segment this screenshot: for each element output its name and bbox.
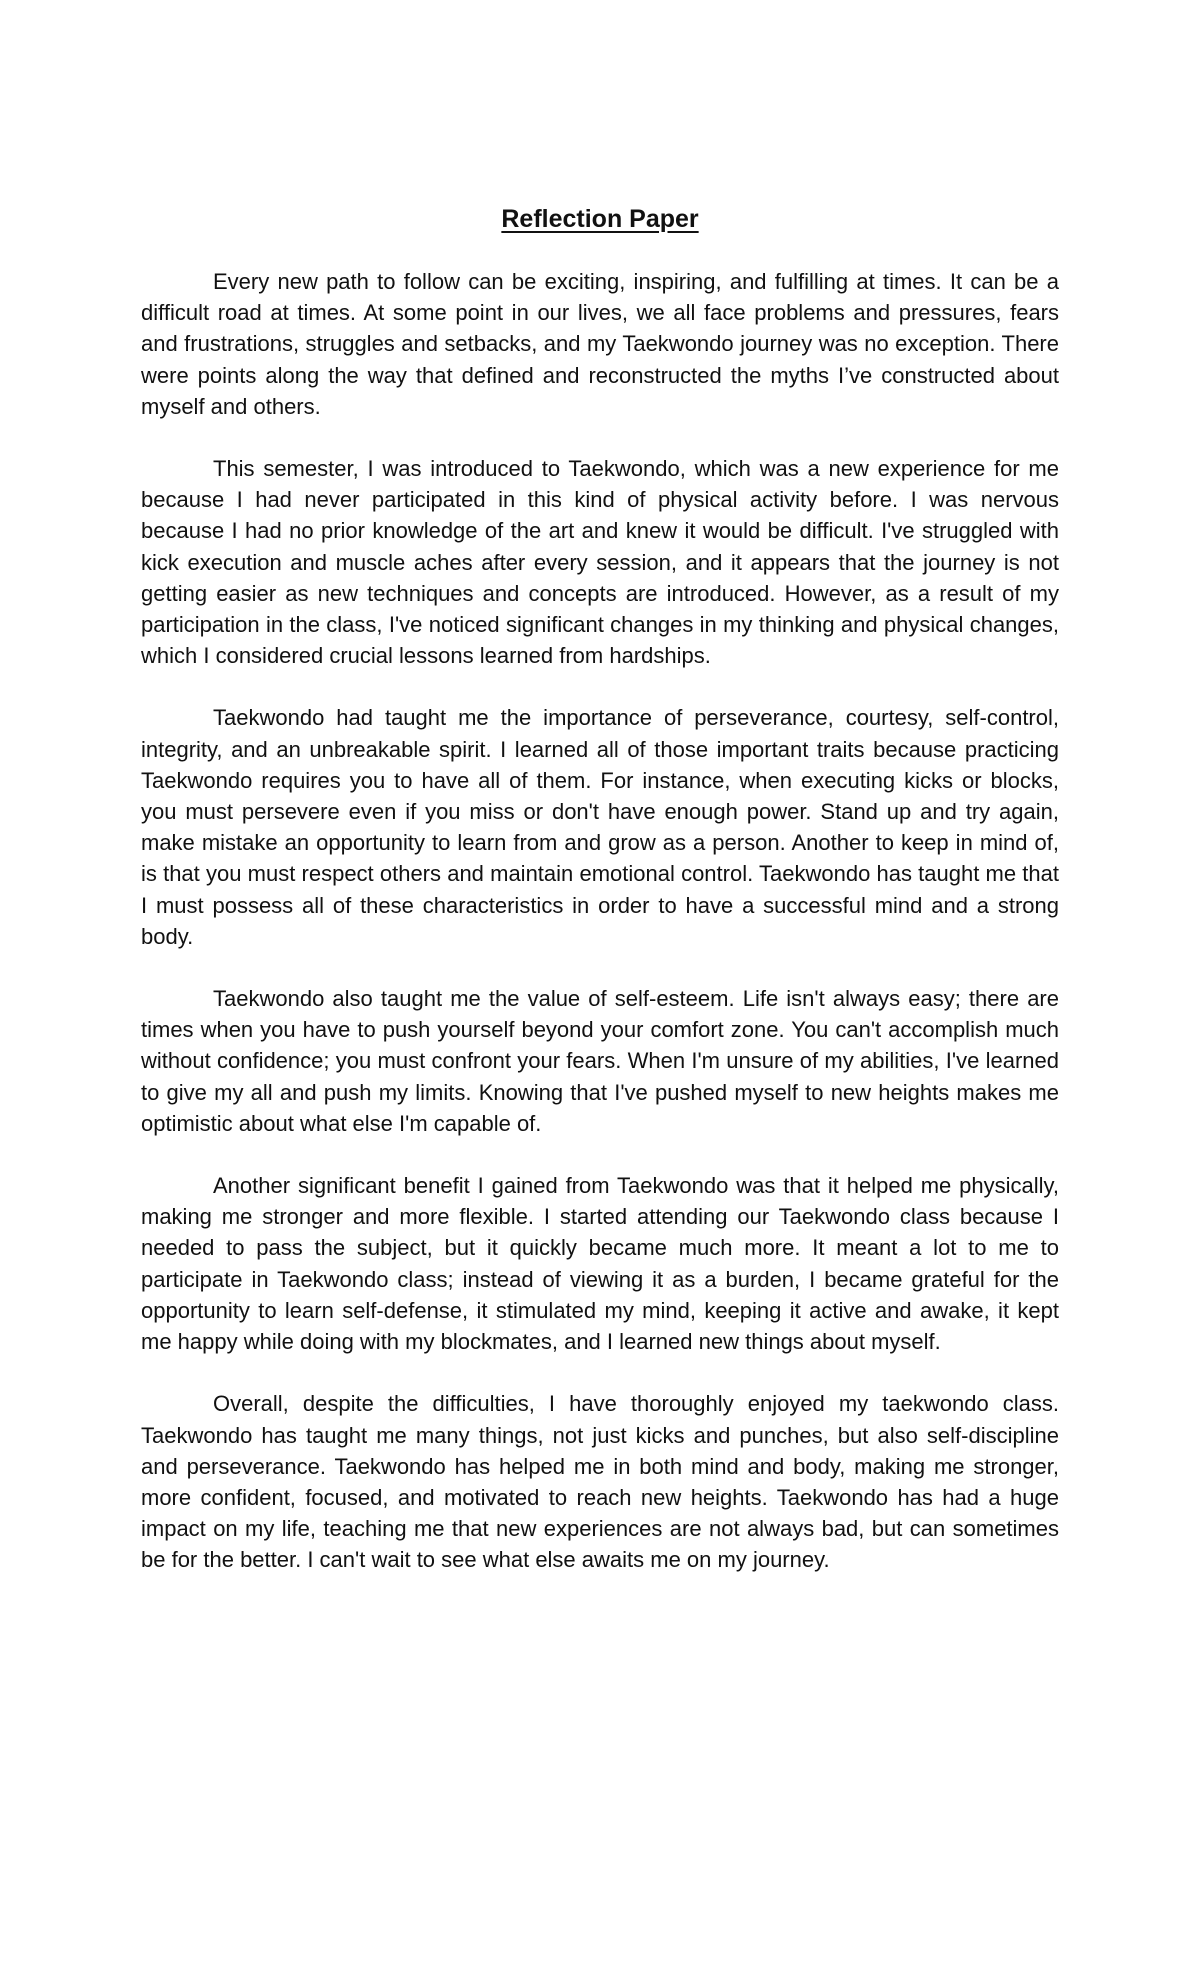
paragraph-perseverance: Taekwondo had taught me the importance of perseverance, courtesy, self-control, integrity, and an unbreakable spirit. I learned all of those important traits because practicing Taekwondo requires you to have all of them. For instance, when executing kicks or blocks, you must persevere even if you miss or don't have enough power. Stand up and try again, make mistake an opportunity to learn from and grow as a person. Another to keep in mind of, is that you must respect others and maintain emotional control. Taekwondo has taught me that I must possess all of these characteristics in order to have a successful mind and a strong body.: [141, 705, 1059, 949]
paragraph-intro: Every new path to follow can be exciting, inspiring, and fulfilling at times. It can be a difficult road at times. At some point in our lives, we all face problems and pressures, fears and frustrations, struggles and setbacks, and my Taekwondo journey was no exception. There were points along the way that defined and reconstructed the myths I’ve constructed about myself and others.: [141, 269, 1059, 419]
paragraph-conclusion: Overall, despite the difficulties, I have thoroughly enjoyed my taekwondo class. Taekwondo has taught me many things, not just kicks and punches, but also self-discipline and perseverance. Taekwondo has helped me in both mind and body, making me stronger, more confident, focused, and motivated to reach new heights. Taekwondo has had a huge impact on my life, teaching me that new experiences are not always bad, but can sometimes be for the better. I can't wait to see what else awaits me on my journey.: [141, 1391, 1059, 1573]
paragraph-self-esteem: Taekwondo also taught me the value of self-esteem. Life isn't always easy; there are times when you have to push yourself beyond your comfort zone. You can't accomplish much without confidence; you must confront your fears. When I'm unsure of my abilities, I've learned to give my all and push my limits. Knowing that I've pushed myself to new heights makes me optimistic about what else I'm capable of.: [141, 986, 1059, 1136]
document-body: [141, 202, 1059, 1607]
paragraph-physical-benefit: Another significant benefit I gained from Taekwondo was that it helped me physically, making me stronger and more flexible. I started attending our Taekwondo class because I needed to pass the subject, but it quickly became much more. It meant a lot to me to participate in Taekwondo class; instead of viewing it as a burden, I became grateful for the opportunity to learn self-defense, it stimulated my mind, keeping it active and awake, it kept me happy while doing with my blockmates, and I learned new things about myself.: [141, 1173, 1059, 1355]
paragraph-introduction-to-taekwondo: This semester, I was introduced to Taekwondo, which was a new experience for me because I had never participated in this kind of physical activity before. I was nervous because I had no prior knowledge of the art and knew it would be difficult. I've struggled with kick execution and muscle aches after every session, and it appears that the journey is not getting easier as new techniques and concepts are introduced. However, as a result of my participation in the class, I've noticed significant changes in my thinking and physical changes, which I considered crucial lessons learned from hardships.: [141, 456, 1059, 669]
document-title: Reflection Paper: [501, 205, 699, 233]
